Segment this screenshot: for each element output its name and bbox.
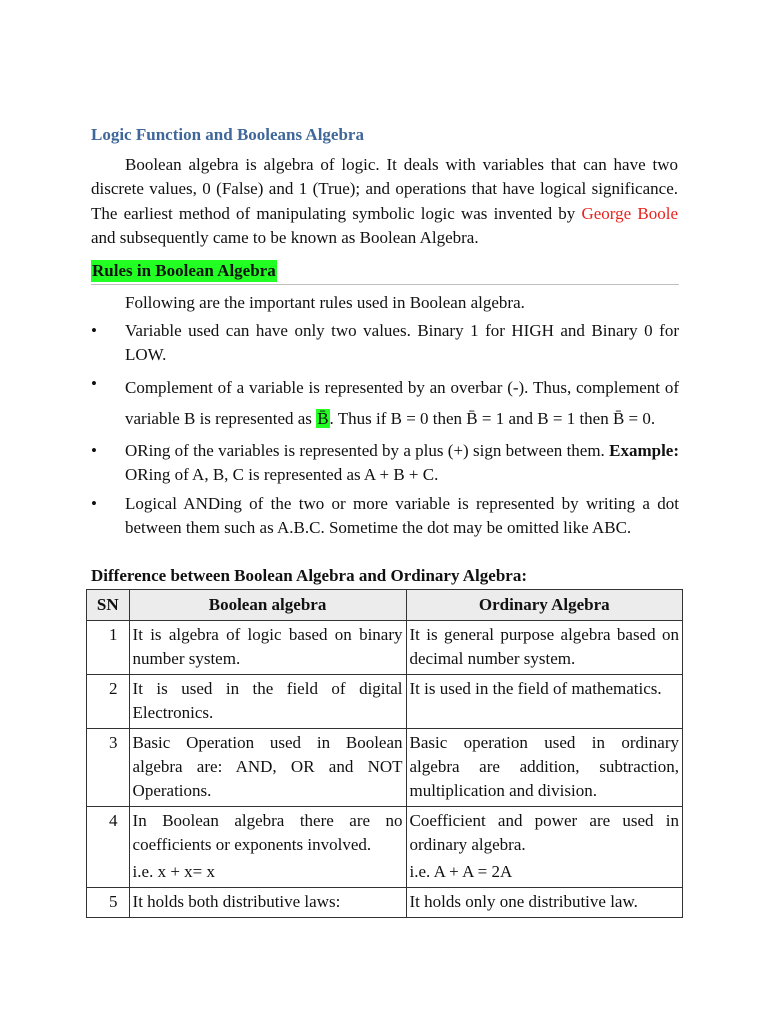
- list-item: [91, 319, 679, 367]
- cell-ordinary: Basic operation used in ordinary algebra are addition, subtraction, multiplication and division.: [406, 729, 682, 807]
- list-item: [91, 372, 679, 434]
- cell-text: In Boolean algebra there are no coefficients or exponents involved.: [132, 811, 403, 854]
- cell-boolean: It is algebra of logic based on binary number system.: [129, 621, 406, 675]
- table-title: Difference between Boolean Algebra and Ordinary Algebra:: [91, 566, 527, 585]
- cell-text: Coefficient and power are used in ordinary algebra.: [409, 811, 679, 854]
- rules-heading: Rules in Boolean Algebra: [92, 261, 276, 280]
- intro-text: Boolean algebra is algebra of logic. It deals with variables that can have two discrete values, 0 (False) and 1 (True); and operations that have logical significance. The earliest method of manipulating symbolic logic was invented by: [91, 155, 678, 223]
- list-item-text: Complement of a variable is represented by an overbar (-). Thus, complement of variable B is represented as: [125, 378, 679, 428]
- cell-ordinary: It holds only one distributive law.: [406, 888, 682, 918]
- list-item: [91, 492, 679, 540]
- cell-sn: 2: [87, 675, 130, 729]
- comparison-table: [86, 589, 683, 918]
- bullet-marker: •: [91, 441, 97, 460]
- cell-sn: 3: [87, 729, 130, 807]
- bullet-marker: •: [91, 494, 97, 513]
- table-row: [87, 675, 683, 729]
- intro-text-end: and subsequently came to be known as Boolean Algebra.: [91, 227, 479, 247]
- list-item-body: [125, 372, 679, 434]
- b-bar-highlight: B̄: [317, 409, 329, 428]
- cell-sn: 4: [87, 807, 130, 888]
- list-item: [91, 439, 679, 487]
- section-heading: Logic Function and Booleans Algebra: [91, 125, 364, 144]
- cell-ordinary: It is used in the field of mathematics.: [406, 675, 682, 729]
- list-item-text: ORing of A, B, C is represented as A + B + C.: [125, 465, 439, 484]
- list-item-text: . Thus if B = 0 then B̄ = 1 and B = 1 then B̄ = 0.: [329, 409, 656, 428]
- list-item-body: [125, 439, 679, 487]
- cell-boolean: It holds both distributive laws:: [129, 888, 406, 918]
- rules-intro: Following are the important rules used in Boolean algebra.: [125, 293, 525, 312]
- intro-paragraph: [91, 153, 678, 250]
- table-row: [87, 621, 683, 675]
- example-label: Example:: [609, 441, 679, 460]
- table-header-row: [87, 590, 683, 621]
- header-ordinary-algebra: Ordinary Algebra: [406, 590, 682, 621]
- cell-sn: 1: [87, 621, 130, 675]
- cell-boolean: [129, 807, 406, 888]
- rules-list: [91, 319, 679, 545]
- table-row: [87, 729, 683, 807]
- cell-sn: 5: [87, 888, 130, 918]
- cell-example: i.e. x + x= x: [132, 862, 215, 881]
- header-boolean-algebra: Boolean algebra: [129, 590, 406, 621]
- list-item-text: Logical ANDing of the two or more variable is represented by writing a dot between them such as A.B.C. Sometime the dot may be omitted like ABC.: [125, 494, 679, 537]
- george-boole-name: George Boole: [581, 203, 678, 223]
- list-item-text: Variable used can have only two values. Binary 1 for HIGH and Binary 0 for LOW.: [125, 321, 679, 364]
- cell-boolean: Basic Operation used in Boolean algebra are: AND, OR and NOT Operations.: [129, 729, 406, 807]
- table-row: [87, 888, 683, 918]
- bullet-marker: •: [91, 374, 97, 393]
- list-item-text: ORing of the variables is represented by a plus (+) sign between them.: [125, 441, 605, 460]
- bullet-marker: •: [91, 321, 97, 340]
- cell-boolean: It is used in the field of digital Electronics.: [129, 675, 406, 729]
- cell-example: i.e. A + A = 2A: [409, 862, 513, 881]
- header-sn: SN: [87, 590, 130, 621]
- cell-ordinary: [406, 807, 682, 888]
- heading-divider: [91, 284, 679, 285]
- table-row: [87, 807, 683, 888]
- cell-ordinary: It is general purpose algebra based on decimal number system.: [406, 621, 682, 675]
